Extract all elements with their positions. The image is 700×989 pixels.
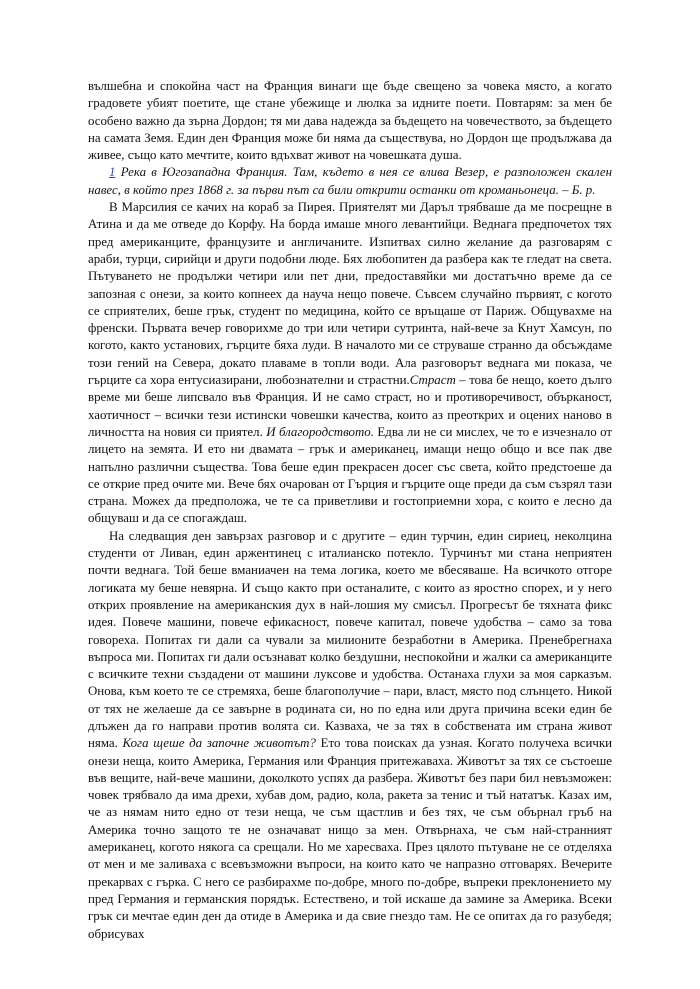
paragraph-text: На следващия ден завързах разговор и с другите – един турчин, един сириец, неколцина студенти от Ливан, един аржентинец с италианско потекло. Турчинът ми стана неприятен почти веднага. Той беше вманиачен на тема логика, което ме вбесяваше. На всичкото отгоре логиката му беше невярна. И също както при останалите, с които аз яростно спорех, и у него открих проявление на американския дух в най-лошия му смисъл. Прогресът бе тяхната фикс идея. Повече машини, повече ефикасност, повече капитал, повече удобства – само за това говореха. Попитах ги дали са чували за милионите безработни в Америка. Пренебрегнаха въпроса ми. Попитах ги дали осъзнават колко бездушни, неспокойни и жалки са американците с всичките техни създадени от машини луксове и удобства. Останаха глухи за моя сарказъм. Онова, към което те се стремяха, беше благополучие – пари, власт, място под слънцето. Никой от тях не желаеше да се завърне в родината си, но по една или друга причина всеки един бе длъжен да го направи против волята си. Казваха, че за тях в собствената им страна живот няма. [88, 528, 612, 751]
paragraph-marseille [88, 199, 612, 528]
paragraph-text: Едва ли не си мислех, че то е изчезнало от лицето на земята. И ето ни двамата – грък и американец, имащи нещо общо и все пак две напълно различни същества. Това беше един прекрасен досег със света, който предстоеше да се открие пред очите ми. Вече бях очарован от Гърция и гърците още преди да съм съзрял тази страна. Можех да предположа, че те са приветливи и гостоприемни хора, с които е лесно да общуваш и да се спогаждаш. [88, 424, 612, 526]
paragraph-text: – това бе нещо, което дълго време ми беше липсвало във Франция. И не само страст, но и противоречивост, обърканост, хаотичност – всички тези истински човешки качества, които аз преоткрих и оцених наново в личността на новия си приятел. [88, 373, 612, 439]
emphasis-question: Кога щеше да започне животът? [122, 736, 316, 751]
footnote-marker-link[interactable]: 1 [109, 165, 116, 180]
emphasis-blagorodstvo: И благородството. [266, 424, 374, 439]
paragraph-text: В Марсилия се качих на кораб за Пирея. Приятелят ми Даръл трябваше да ме посрещне в Атина и да ме отведе до Корфу. На борда имаше много левантийци. Веднага предпочетох тях пред американците, французите и англичаните. Изпитвах силно желание да разговарям с араби, турци, сирийци и други подобни люде. Бях любопитен да разбера как те гледат на света. Пътуването не продължи четири или пет дни, предоставяйки ми достатъчно време да се запозная с онези, за които копнеех да науча нещо повече. Съвсем случайно първият, с когото се сприятелих, беше грък, студент по медицина, който се връщаше от Париж. Общувахме на френски. Първата вечер говорихме до три или четири сутринта, най-вече за Кнут Хамсун, по когото, както установих, гърците бяха луди. В началото ми се струваше странно да обсъждаме този гений на Севера, докато плаваме в топли води. Ала разговорът веднага ми показа, че гърците са хора ентусиазирани, любознателни и страстни. [88, 200, 612, 388]
book-page [88, 78, 612, 943]
emphasis-strast: Страст [409, 373, 456, 388]
footnote-text: Река в Югозападна Франция. Там, където в нея се влива Везер, е разположен скален навес, в който през 1868 г. за първи път са били открити останки от кроманьонеца. – Б. р. [88, 165, 612, 197]
paragraph-text: Ето това поисках да узная. Когато получеха всички онези неща, които Америка, Германия или Франция притежаваха. Животът за тях се състоеше във вещите, най-вече машини, доколкото успях да разбера. Животът без пари бил невъзможен: човек трябвало да има дрехи, хубав дом, радио, кола, ракета за тенис и тъй нататък. Казах им, че аз нямам нито едно от тези неща, че съм щастлив и без тях, че съм обърнал гръб на Америка точно защото те не означават нищо за мен. Отвърнаха, че съм най-странният американец, когото някога са срещали. Но ме харесваха. През цялото пътуване не се отделяха от мен и ме заливаха с всевъзможни въпроси, на които като че напразно отговарях. Вечерите прекарвах с гърка. С него се разбирахме по-добре, много по-добре, въпреки преклонението му пред Германия и германския порядък. Естествено, и той искаше да замине за Америка. Всеки грък си мечтае един ден да отиде в Америка и да свие гнездо там. Не се опитах да го разубедя; обрисувах [88, 736, 612, 941]
footnote [88, 164, 612, 199]
paragraph-next-day [88, 528, 612, 943]
paragraph-dordogne: вълшебна и спокойна част на Франция винаги ще бъде свещено за човека място, а когато градовете убият поетите, ще стане убежище и люлка за идните поети. Повтарям: за мен бе особено важно да зърна Дордон; тя ми дава надежда за бъдещето на човечеството, за бъдещето на самата Земя. Един ден Франция може би няма да съществува, но Дордон ще продължава да живее, също като мечтите, които вдъхват живот на човешката душа. [88, 79, 612, 163]
